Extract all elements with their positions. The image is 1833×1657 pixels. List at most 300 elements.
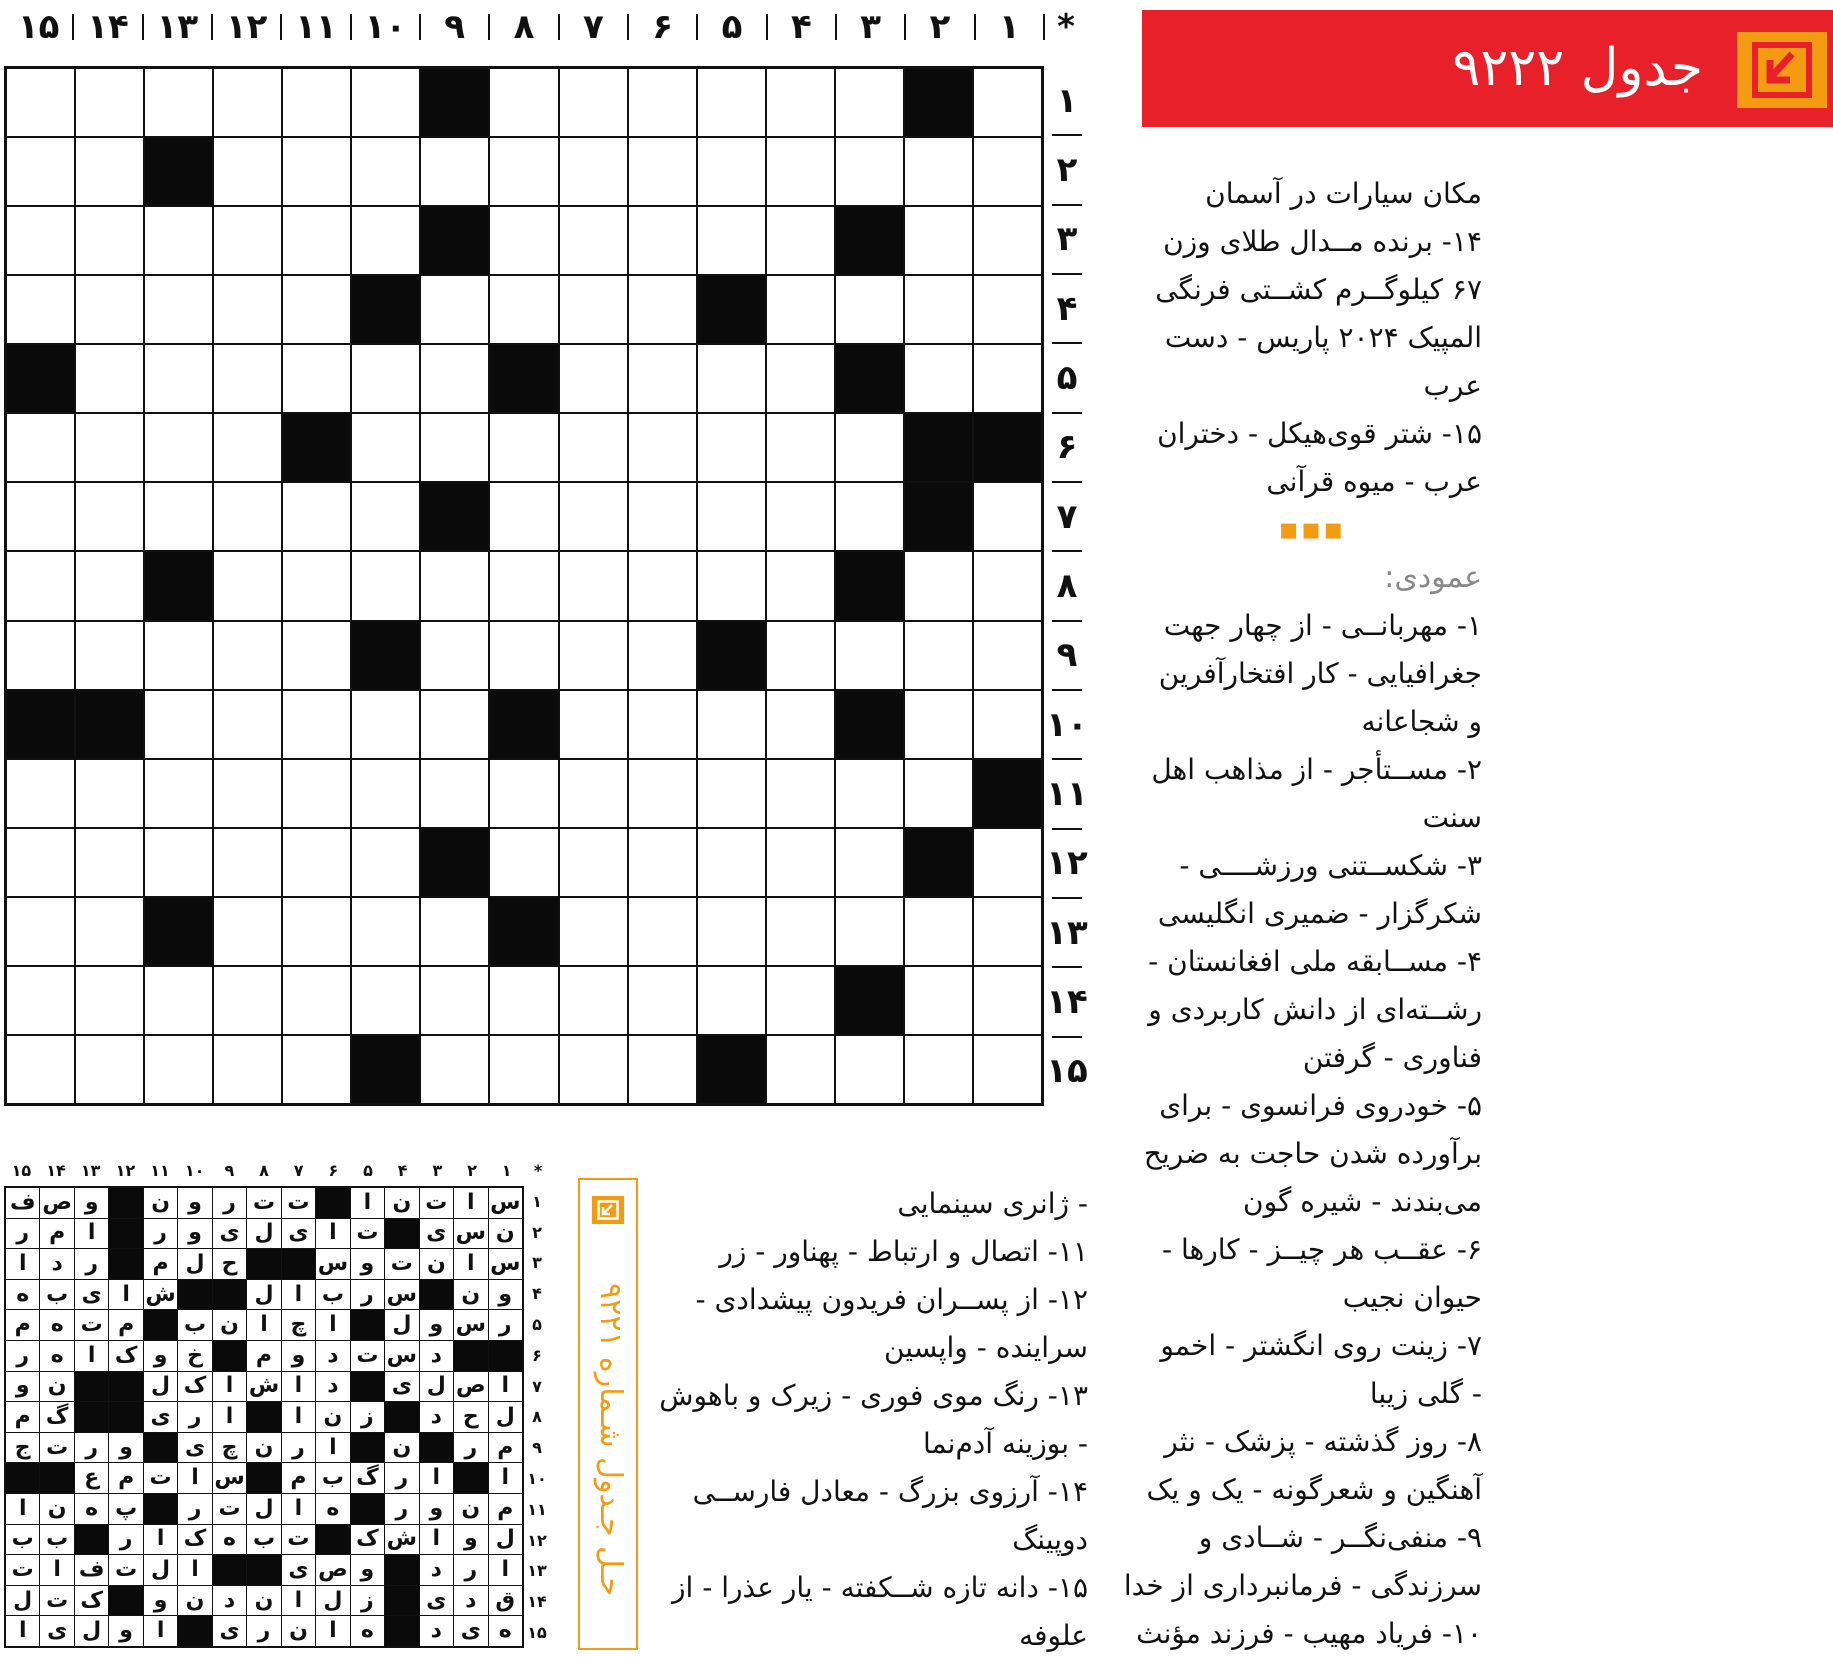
solution-letter-cell: ن — [247, 1433, 280, 1463]
answer-cell[interactable] — [76, 276, 143, 343]
answer-cell[interactable] — [974, 276, 1041, 343]
answer-cell[interactable] — [905, 1036, 972, 1103]
answer-cell[interactable] — [629, 1036, 696, 1103]
answer-cell[interactable] — [698, 414, 765, 481]
answer-cell[interactable] — [490, 69, 557, 136]
solution-letter-cell: و — [178, 1188, 211, 1218]
answer-cell[interactable] — [629, 552, 696, 619]
answer-cell[interactable] — [490, 138, 557, 205]
answer-cell[interactable] — [214, 691, 281, 758]
answer-cell[interactable] — [352, 552, 419, 619]
answer-cell[interactable] — [905, 760, 972, 827]
answer-cell[interactable] — [629, 69, 696, 136]
solution-blocked-cell — [385, 1219, 418, 1249]
answer-cell[interactable] — [698, 898, 765, 965]
column-number: ۹ — [444, 7, 466, 47]
answer-cell[interactable] — [629, 483, 696, 550]
answer-cell[interactable] — [490, 760, 557, 827]
corner-arrow-icon — [1737, 32, 1827, 108]
answer-cell[interactable] — [352, 691, 419, 758]
column-separator — [696, 14, 698, 40]
answer-cell[interactable] — [698, 691, 765, 758]
clue-line: ۱۵- شتر قوی‌هیکل - دختران — [1157, 417, 1482, 450]
answer-cell[interactable] — [145, 345, 212, 412]
solution-letter-cell: ص — [40, 1188, 73, 1218]
answer-cell[interactable] — [7, 414, 74, 481]
solution-letter-cell: ل — [144, 1372, 177, 1402]
answer-cell[interactable] — [7, 483, 74, 550]
answer-cell[interactable] — [767, 622, 834, 689]
answer-cell[interactable] — [767, 483, 834, 550]
answer-cell[interactable] — [214, 276, 281, 343]
answer-cell[interactable] — [629, 276, 696, 343]
clue-line: آهنگین و شعرگونه - یک و یک — [1146, 1473, 1482, 1506]
answer-cell[interactable] — [352, 967, 419, 1034]
answer-cell[interactable] — [905, 967, 972, 1034]
answer-cell[interactable] — [560, 483, 627, 550]
answer-cell[interactable] — [560, 967, 627, 1034]
answer-cell[interactable] — [76, 345, 143, 412]
answer-cell[interactable] — [974, 483, 1041, 550]
solution-letter-cell: ا — [282, 1280, 315, 1310]
answer-cell[interactable] — [767, 138, 834, 205]
solution-letter-cell: ن — [489, 1219, 522, 1249]
answer-cell[interactable] — [421, 760, 488, 827]
answer-cell[interactable] — [214, 414, 281, 481]
answer-cell[interactable] — [76, 414, 143, 481]
solution-letter-cell: ا — [316, 1310, 349, 1340]
answer-cell[interactable] — [352, 414, 419, 481]
answer-cell[interactable] — [7, 276, 74, 343]
solution-letter-cell: ص — [454, 1372, 487, 1402]
solution-blocked-cell — [351, 1433, 384, 1463]
answer-cell[interactable] — [421, 691, 488, 758]
answer-cell[interactable] — [629, 829, 696, 896]
solution-column-numbers — [4, 1158, 552, 1182]
answer-cell[interactable] — [905, 276, 972, 343]
solution-letter-cell: م — [40, 1219, 73, 1249]
clue-line: ۵- خودروی فرانسوی - برای — [1159, 1089, 1482, 1122]
answer-cell[interactable] — [974, 967, 1041, 1034]
blocked-cell — [145, 898, 212, 965]
solution-letter-cell: و — [144, 1586, 177, 1616]
solution-blocked-cell — [144, 1433, 177, 1463]
clue-line: می‌بندند - شیره گون — [1243, 1185, 1482, 1218]
clue-line: ۳- شکســتنی ورزشــــی - — [1179, 849, 1482, 882]
answer-cell[interactable] — [490, 483, 557, 550]
answer-cell[interactable] — [629, 898, 696, 965]
blocked-cell — [698, 276, 765, 343]
solution-letter-cell: س — [385, 1341, 418, 1371]
solution-letter-cell: ت — [282, 1525, 315, 1555]
solution-letter-cell: ر — [178, 1494, 211, 1524]
solution-letter-cell: ل — [144, 1555, 177, 1585]
answer-cell[interactable] — [76, 69, 143, 136]
solution-letter-cell: ه — [316, 1494, 349, 1524]
column-separator — [72, 14, 74, 40]
answer-cell[interactable] — [767, 691, 834, 758]
answer-cell[interactable] — [974, 1036, 1041, 1103]
answer-cell[interactable] — [7, 1036, 74, 1103]
answer-cell[interactable] — [490, 207, 557, 274]
answer-cell[interactable] — [352, 138, 419, 205]
answer-cell[interactable] — [560, 414, 627, 481]
solution-letter-cell: ا — [6, 1249, 39, 1279]
column-number: ۸ — [513, 7, 535, 47]
answer-cell[interactable] — [352, 345, 419, 412]
answer-cell[interactable] — [629, 760, 696, 827]
blocked-cell — [421, 483, 488, 550]
answer-cell[interactable] — [629, 691, 696, 758]
answer-cell[interactable] — [214, 138, 281, 205]
answer-cell[interactable] — [145, 276, 212, 343]
row-numbers — [1046, 66, 1088, 1106]
answer-cell[interactable] — [283, 1036, 350, 1103]
answer-cell[interactable] — [698, 967, 765, 1034]
answer-cell[interactable] — [560, 276, 627, 343]
answer-cell[interactable] — [145, 760, 212, 827]
answer-cell[interactable] — [76, 898, 143, 965]
answer-cell[interactable] — [214, 1036, 281, 1103]
solution-blocked-cell — [213, 1555, 246, 1585]
answer-cell[interactable] — [767, 829, 834, 896]
answer-cell[interactable] — [698, 345, 765, 412]
clue-line: و شجاعانه — [1361, 705, 1482, 738]
solution-row-number: ۱۴ — [527, 1592, 547, 1612]
solution-letter-cell: ل — [385, 1310, 418, 1340]
solution-letter-cell: ن — [420, 1249, 453, 1279]
answer-cell[interactable] — [421, 1036, 488, 1103]
solution-letter-cell: گ — [40, 1402, 73, 1432]
solution-letter-cell: ا — [6, 1616, 39, 1646]
answer-cell[interactable] — [76, 829, 143, 896]
clue-line: ۱۴- آرزوی بزرگ - معادل فارســی — [692, 1475, 1088, 1508]
row-number: ۴ — [1056, 288, 1078, 329]
answer-cell[interactable] — [421, 622, 488, 689]
answer-cell[interactable] — [421, 276, 488, 343]
solution-letter-cell: و — [489, 1280, 522, 1310]
answer-cell[interactable] — [283, 207, 350, 274]
solution-letter-cell: چ — [282, 1310, 315, 1340]
solution-letter-cell: ل — [178, 1249, 211, 1279]
answer-cell[interactable] — [767, 69, 834, 136]
answer-cell[interactable] — [836, 829, 903, 896]
solution-row-number: ۹ — [532, 1438, 542, 1458]
answer-cell[interactable] — [283, 552, 350, 619]
answer-cell[interactable] — [214, 622, 281, 689]
blocked-cell — [145, 552, 212, 619]
solution-row-number: ۷ — [532, 1376, 542, 1396]
answer-cell[interactable] — [836, 69, 903, 136]
solution-corner-symbol: * — [533, 1160, 543, 1180]
answer-cell[interactable] — [905, 138, 972, 205]
solution-row-number: ۱۱ — [527, 1499, 547, 1519]
answer-cell[interactable] — [905, 345, 972, 412]
answer-cell[interactable] — [905, 898, 972, 965]
answer-cell[interactable] — [214, 207, 281, 274]
answer-cell[interactable] — [560, 691, 627, 758]
answer-cell[interactable] — [283, 276, 350, 343]
solution-letter-cell: ج — [6, 1433, 39, 1463]
answer-cell[interactable] — [698, 69, 765, 136]
solution-letter-cell: ل — [6, 1586, 39, 1616]
solution-blocked-cell — [75, 1402, 108, 1432]
answer-cell[interactable] — [76, 207, 143, 274]
answer-cell[interactable] — [560, 898, 627, 965]
answer-cell[interactable] — [283, 691, 350, 758]
crossword-grid — [4, 66, 1044, 1106]
solution-letter-cell: ب — [40, 1525, 73, 1555]
answer-cell[interactable] — [974, 552, 1041, 619]
answer-cell[interactable] — [698, 483, 765, 550]
solution-blocked-cell — [420, 1433, 453, 1463]
answer-cell[interactable] — [905, 691, 972, 758]
answer-cell[interactable] — [76, 622, 143, 689]
answer-cell[interactable] — [214, 967, 281, 1034]
answer-cell[interactable] — [7, 552, 74, 619]
answer-cell[interactable] — [76, 138, 143, 205]
solution-letter-cell: ب — [178, 1310, 211, 1340]
answer-cell[interactable] — [352, 483, 419, 550]
answer-cell[interactable] — [145, 483, 212, 550]
solution-column-number: ۲ — [467, 1160, 477, 1180]
answer-cell[interactable] — [421, 138, 488, 205]
answer-cell[interactable] — [490, 414, 557, 481]
answer-cell[interactable] — [214, 69, 281, 136]
answer-cell[interactable] — [145, 829, 212, 896]
answer-cell[interactable] — [560, 829, 627, 896]
solution-letter-cell: م — [109, 1463, 142, 1493]
answer-cell[interactable] — [698, 552, 765, 619]
answer-cell[interactable] — [836, 483, 903, 550]
answer-cell[interactable] — [767, 898, 834, 965]
answer-cell[interactable] — [283, 898, 350, 965]
solution-row-number: ۱۳ — [527, 1561, 547, 1581]
answer-cell[interactable] — [560, 207, 627, 274]
solution-blocked-cell — [420, 1280, 453, 1310]
answer-cell[interactable] — [490, 552, 557, 619]
answer-cell[interactable] — [214, 898, 281, 965]
answer-cell[interactable] — [283, 138, 350, 205]
answer-cell[interactable] — [836, 1036, 903, 1103]
answer-cell[interactable] — [145, 691, 212, 758]
solution-blocked-cell — [75, 1372, 108, 1402]
answer-cell[interactable] — [560, 345, 627, 412]
solution-letter-cell: ت — [351, 1341, 384, 1371]
solution-letter-cell: ر — [454, 1433, 487, 1463]
answer-cell[interactable] — [490, 1036, 557, 1103]
answer-cell[interactable] — [974, 69, 1041, 136]
answer-cell[interactable] — [560, 760, 627, 827]
blocked-cell — [352, 276, 419, 343]
answer-cell[interactable] — [629, 138, 696, 205]
answer-cell[interactable] — [76, 483, 143, 550]
answer-cell[interactable] — [629, 622, 696, 689]
column-numbers — [4, 4, 1094, 50]
column-separator — [558, 14, 560, 40]
column-separator — [350, 14, 352, 40]
answer-cell[interactable] — [145, 207, 212, 274]
answer-cell[interactable] — [421, 552, 488, 619]
answer-cell[interactable] — [352, 760, 419, 827]
solution-letter-cell: ب — [6, 1525, 39, 1555]
solution-label-box — [578, 1178, 638, 1650]
answer-cell[interactable] — [490, 622, 557, 689]
row-number: ۱۵ — [1046, 1051, 1088, 1092]
solution-letter-cell: ل — [316, 1586, 349, 1616]
answer-cell[interactable] — [421, 898, 488, 965]
answer-cell[interactable] — [283, 829, 350, 896]
solution-letter-cell: س — [316, 1249, 349, 1279]
answer-cell[interactable] — [7, 138, 74, 205]
answer-cell[interactable] — [214, 345, 281, 412]
answer-cell[interactable] — [905, 552, 972, 619]
answer-cell[interactable] — [352, 69, 419, 136]
corner-symbol: * — [1057, 7, 1075, 47]
answer-cell[interactable] — [7, 207, 74, 274]
answer-cell[interactable] — [836, 414, 903, 481]
puzzle-title: جدول ۹۲۲۲ — [1452, 38, 1703, 98]
answer-cell[interactable] — [629, 345, 696, 412]
answer-cell[interactable] — [560, 1036, 627, 1103]
answer-cell[interactable] — [283, 967, 350, 1034]
answer-cell[interactable] — [490, 967, 557, 1034]
answer-cell[interactable] — [974, 345, 1041, 412]
answer-cell[interactable] — [836, 622, 903, 689]
answer-cell[interactable] — [698, 829, 765, 896]
answer-cell[interactable] — [145, 967, 212, 1034]
solution-row-number: ۱ — [532, 1191, 542, 1211]
answer-cell[interactable] — [767, 967, 834, 1034]
solution-letter-cell: ن — [454, 1494, 487, 1524]
answer-cell[interactable] — [836, 138, 903, 205]
solution-blocked-cell — [144, 1494, 177, 1524]
solution-letter-cell: ر — [247, 1616, 280, 1646]
answer-cell[interactable] — [421, 414, 488, 481]
answer-cell[interactable] — [7, 69, 74, 136]
answer-cell[interactable] — [145, 69, 212, 136]
column-number: ۴ — [790, 7, 812, 47]
answer-cell[interactable] — [905, 622, 972, 689]
answer-cell[interactable] — [7, 967, 74, 1034]
solution-letter-cell: س — [213, 1463, 246, 1493]
answer-cell[interactable] — [974, 691, 1041, 758]
clue-line: رشــته‌ای از دانش کاربردی و — [1148, 993, 1482, 1026]
clue-line: ۴- مســابقه ملی افغانستان - — [1148, 945, 1482, 978]
solution-letter-cell: و — [6, 1372, 39, 1402]
row-number: ۶ — [1056, 427, 1078, 468]
answer-cell[interactable] — [214, 552, 281, 619]
answer-cell[interactable] — [698, 138, 765, 205]
answer-cell[interactable] — [283, 345, 350, 412]
answer-cell[interactable] — [283, 69, 350, 136]
answer-cell[interactable] — [698, 207, 765, 274]
blocked-cell — [352, 622, 419, 689]
clue-line: عرب - میوه قرآنی — [1266, 465, 1482, 498]
answer-cell[interactable] — [698, 760, 765, 827]
answer-cell[interactable] — [76, 760, 143, 827]
answer-cell[interactable] — [214, 483, 281, 550]
answer-cell[interactable] — [836, 898, 903, 965]
clue-line: سراینده - واپسین — [883, 1331, 1088, 1364]
answer-cell[interactable] — [76, 1036, 143, 1103]
answer-cell[interactable] — [629, 207, 696, 274]
answer-cell[interactable] — [974, 138, 1041, 205]
answer-cell[interactable] — [974, 898, 1041, 965]
answer-cell[interactable] — [7, 760, 74, 827]
answer-cell[interactable] — [560, 138, 627, 205]
answer-cell[interactable] — [836, 760, 903, 827]
answer-cell[interactable] — [767, 552, 834, 619]
answer-cell[interactable] — [352, 898, 419, 965]
solution-letter-cell: ا — [178, 1463, 211, 1493]
answer-cell[interactable] — [560, 552, 627, 619]
answer-cell[interactable] — [76, 967, 143, 1034]
answer-cell[interactable] — [974, 207, 1041, 274]
clues-vertical-heading: عمودی: — [1384, 560, 1482, 595]
answer-cell[interactable] — [629, 414, 696, 481]
answer-cell[interactable] — [767, 760, 834, 827]
answer-cell[interactable] — [7, 829, 74, 896]
answer-cell[interactable] — [214, 760, 281, 827]
answer-cell[interactable] — [283, 622, 350, 689]
solution-letter-cell: و — [282, 1341, 315, 1371]
answer-cell[interactable] — [767, 345, 834, 412]
answer-cell[interactable] — [283, 760, 350, 827]
clue-line: حیوان نجیب — [1342, 1281, 1482, 1314]
answer-cell[interactable] — [629, 967, 696, 1034]
answer-cell[interactable] — [145, 1036, 212, 1103]
answer-cell[interactable] — [767, 414, 834, 481]
solution-letter-cell: م — [282, 1463, 315, 1493]
answer-cell[interactable] — [974, 622, 1041, 689]
solution-letter-cell: ت — [213, 1494, 246, 1524]
answer-cell[interactable] — [560, 622, 627, 689]
solution-letter-cell: ت — [351, 1219, 384, 1249]
solution-letter-cell: ت — [6, 1555, 39, 1585]
answer-cell[interactable] — [905, 207, 972, 274]
answer-cell[interactable] — [145, 622, 212, 689]
answer-cell[interactable] — [352, 829, 419, 896]
answer-cell[interactable] — [836, 276, 903, 343]
answer-cell[interactable] — [560, 69, 627, 136]
answer-cell[interactable] — [76, 552, 143, 619]
clue-line: ۶- عقــب هر چیــز - کارها - — [1161, 1233, 1482, 1266]
solution-letter-cell: گ — [351, 1463, 384, 1493]
solution-letter-cell: ی — [282, 1555, 315, 1585]
answer-cell[interactable] — [767, 207, 834, 274]
blocked-cell — [836, 207, 903, 274]
solution-blocked-cell — [6, 1463, 39, 1493]
answer-cell[interactable] — [974, 829, 1041, 896]
answer-cell[interactable] — [352, 207, 419, 274]
answer-cell[interactable] — [490, 276, 557, 343]
solution-blocked-cell — [316, 1188, 349, 1218]
column-number: ۶ — [652, 7, 674, 47]
answer-cell[interactable] — [421, 967, 488, 1034]
blocked-cell — [905, 414, 972, 481]
answer-cell[interactable] — [7, 622, 74, 689]
answer-cell[interactable] — [7, 898, 74, 965]
solution-letter-cell: ا — [282, 1402, 315, 1432]
answer-cell[interactable] — [767, 1036, 834, 1103]
answer-cell[interactable] — [767, 276, 834, 343]
answer-cell[interactable] — [145, 414, 212, 481]
answer-cell[interactable] — [283, 483, 350, 550]
answer-cell[interactable] — [421, 345, 488, 412]
answer-cell[interactable] — [214, 829, 281, 896]
answer-cell[interactable] — [490, 829, 557, 896]
